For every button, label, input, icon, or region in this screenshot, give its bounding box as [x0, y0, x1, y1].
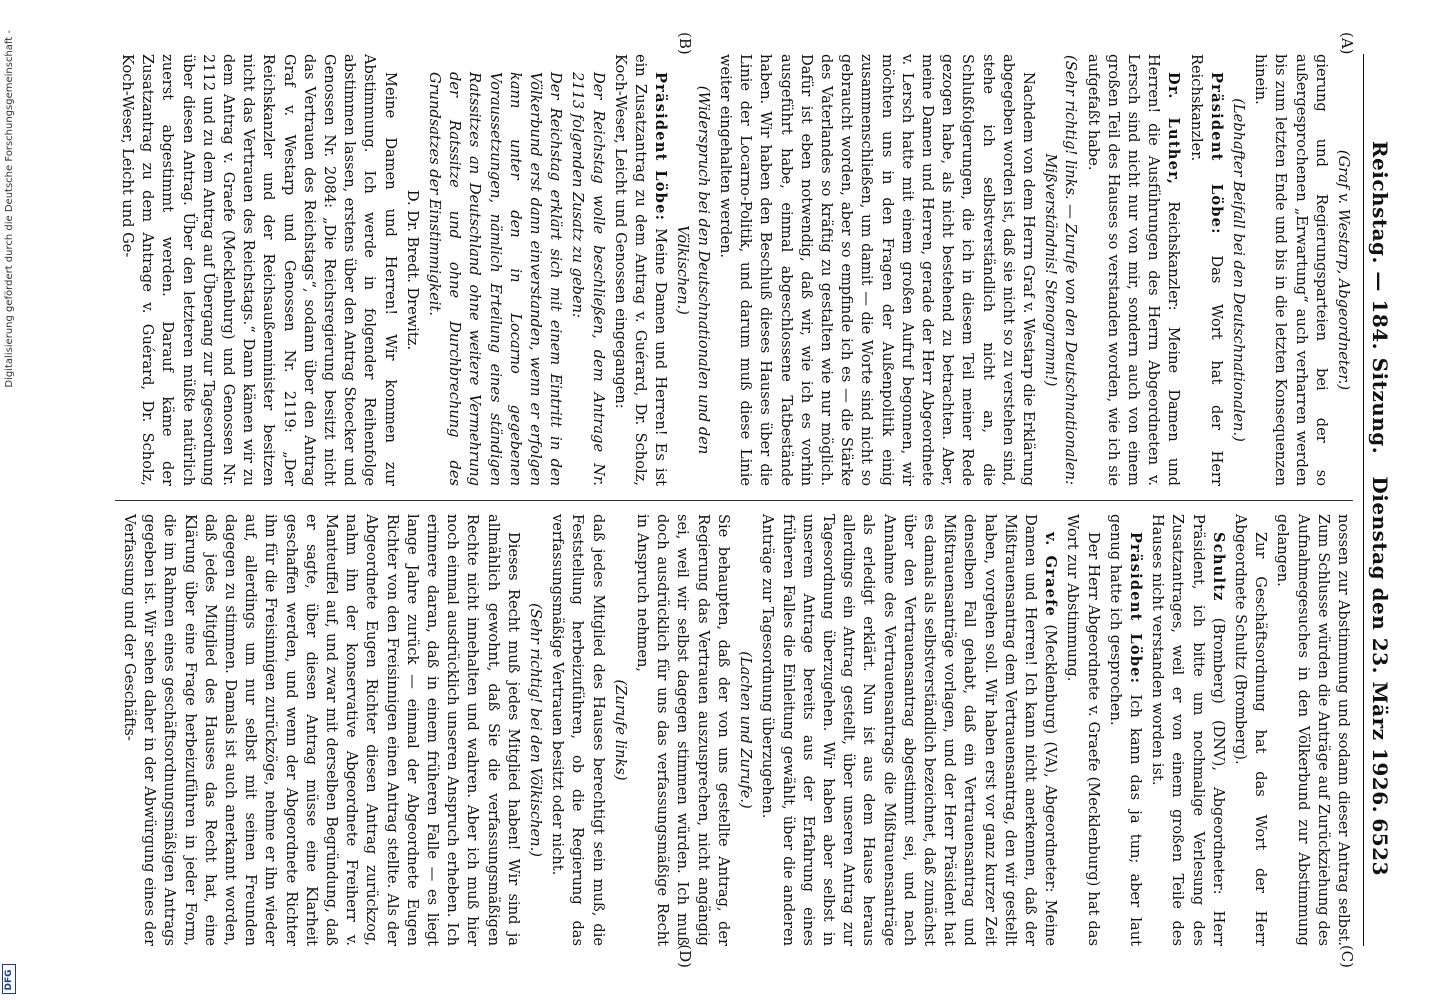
- paragraph-text: Der Herr Abgeordnete v. Graefe (Mecklenburg) hat das Wort zur Abstimmung.: [1064, 514, 1102, 946]
- column-divider: [115, 500, 1353, 501]
- paragraph-text: (Widerspruch bei den Deutschnationalen und den Völkischen.): [674, 85, 712, 455]
- dfg-logo-text: DFG: [4, 969, 14, 991]
- left-column-paragraph: [1185, 54, 1225, 486]
- document-page: [30, 30, 1434, 970]
- paragraph-text: (Lachen und Zurufe.): [737, 651, 755, 809]
- right-column-paragraph: [1105, 514, 1145, 946]
- speaker-name: Präsident Löbe:: [1207, 72, 1225, 235]
- scanned-page-area: [30, 30, 1434, 970]
- dfg-logo: [2, 964, 16, 994]
- speaker-name: Präsident Löbe:: [652, 72, 670, 222]
- right-column-paragraph: [610, 514, 630, 946]
- funding-credit-text: Digitalisierung gefördert durch die Deutsche Forschungsgemeinschaft -: [3, 30, 15, 388]
- funding-credit-strip: [0, 0, 18, 1000]
- paragraph-text: D. Dr. Bredt. Drewitz.: [403, 189, 421, 351]
- paragraph-text: (Graf v. Westarp, Abgeordneter.): [1335, 149, 1352, 391]
- paragraph-text: Meine Damen und Herren! Wir kommen zur Abstimmung. Ich werde in folgender Reihenfolge abstimmen lassen, erstens über den Antrag Stoecker und Genossen Nr. 2084: „Die Reichsregierung besitzt nicht das Vertrauen des Reichstags“, sodann über den Antrag Graf v. Westarp und Genossen Nr. 2119: „Der Reichskanzler und der Reichsaußenminister besitzen nicht das Vertrauen des Reichstags.“ Dann kämen wir zu dem Antrag v. Graefe (Mecklenburg) und Genossen Nr. 2112 und zu dem Antrag auf Übergang zur Tagesordnung über diesen Antrag. Über den letzteren müßte natürlich zuerst abgestimmt werden. Darauf käme der Zusatzantrag zu dem Antrage v. Guérard, Dr. Scholz, Koch-Weser, Leicht und Ge-: [119, 54, 399, 486]
- paragraph-text: (Bromberg) (DNV), Abgeordneter: Herr Präsident, ich bitte um nochmalige Verlesung des Zusatzantrages, weil er von einem großen Teile des Hauses nicht verstanden worden ist.: [1149, 514, 1227, 946]
- margin-marker-d: (D): [676, 944, 694, 968]
- paragraph-text: (Sehr richtig! links. — Zurufe von den Deutschnationalen: Mißverständnis! Stenogramm!): [1042, 55, 1080, 485]
- right-column-paragraph: [632, 514, 733, 946]
- right-column-paragraph: [1147, 514, 1228, 946]
- speaker-name: Präsident Löbe:: [1126, 532, 1144, 685]
- left-column-paragraph: [567, 54, 607, 486]
- paragraph-text: Nachdem von dem Herrn Graf v. Westarp die Erklärung abgegeben worden ist, daß sie nicht so zu verstehen sind, stehe ich selbstverständlich nicht an, die Schlußfolgerungen, die ich in diesem Teil meiner Rede gezogen habe, als nicht bestehend zu betrachten. Aber, meine Damen und Herren, gerade der Herr Abgeordnete v. Lersch hatte mit einem großen Aufruf begonnen, wir möchten uns in den Fragen der Außenpolitik einig zusammenschließen, um damit — die Worte sind nicht so gebraucht worden, aber so empfinde ich es — die Stärke des Vaterlandes so kräftig zu gestalten wie nur möglich. Dafür ist eben notwendig, daß wir, wie ich es vorhin ausgeführt habe, einmal abgeschlossene Tatbestände haben. Wir haben den Beschluß dieses Hauses über die Linie der Locarno-Politik, und darum muß diese Linie weiter eingehalten werden.: [716, 54, 1037, 486]
- session-title: Reichstag. — 184. Sitzung.: [1368, 140, 1392, 455]
- paragraph-text: Ich kann das ja tun; aber laut genug hatte ich gesprochen.: [1106, 514, 1144, 947]
- speaker-name: v. Graefe: [1042, 532, 1060, 618]
- page-number: 6523: [1368, 818, 1392, 877]
- paragraph-text: Das Wort hat der Herr Reichskanzler.: [1187, 54, 1225, 486]
- text-columns: [115, 54, 1353, 946]
- paragraph-text: gierung und Regierungsparteien bei der so außergesprochenen „Erwartung“ auch verharren werden bis zum letzten Ende und bis in die letzten Konsequenzen hinein.: [1252, 54, 1330, 486]
- page-header: [1363, 54, 1398, 946]
- paragraph-text: (Lebhafter Beifall bei den Deutschnationalen.): [1229, 98, 1247, 442]
- session-date: Dienstag den 23. März 1926.: [1368, 476, 1392, 814]
- paragraph-text: Zur Geschäftsordnung hat das Wort der Herr Abgeordnete Schultz (Bromberg).: [1231, 514, 1270, 946]
- right-column-paragraph: [119, 514, 523, 946]
- margin-marker-c: (C): [1338, 944, 1356, 968]
- right-column: [115, 514, 1353, 946]
- left-column-paragraph: [117, 54, 400, 486]
- left-column-paragraph: [1040, 54, 1080, 486]
- paragraph-text: (Mecklenburg) (VA), Abgeordneter: Meine Damen und Herren! Ich kann nicht anerkennen, daß der Mißtrauensantrag dem Vertrauensantrag, den wir gestellt haben, vorgehen soll. Wir haben erst vor ganz kurzer Zeit denselben Fall gehabt, daß ein Vertrauensantrag und Mißtrauensanträge vorlagen, und der Herr Präsident hat es damals als selbstverständlich bezeichnet, daß zunächst über den Vertrauensantrag abgestimmt sei, und nach Annahme des Vertrauensantrags die Mißtrauensanträge als erledigt erklärt. Nun ist aus dem Hause heraus allerdings ein Antrag gestellt, über unseren Antrag zur Tagesordnung überzugehen. Wir haben aber selbst in unserem Antrage bereits aus der Erfahrung eines früheren Falles die Einleitung gewählt, über die anderen Anträge zur Tagesordnung überzugehen.: [759, 514, 1060, 946]
- paragraph-text: daß jedes Mitglied des Hauses berechtigt sein muß, die Feststellung herbeizuführen, ob die Regierung das verfassungsmäßige Vertrauen besitzt oder nicht.: [549, 514, 607, 946]
- right-column-paragraph: [1272, 514, 1353, 946]
- left-column-paragraph: [1228, 54, 1248, 486]
- paragraph-text: nossen zur Abstimmung und sodann dieser Antrag selbst. Zum Schlusse würden die Anträge auf Zurückziehung des Aufnahmegesuches in den Völkerbund zur Abstimmung gelangen.: [1274, 514, 1352, 946]
- left-column-paragraph: [1333, 54, 1353, 486]
- left-column-paragraph: [715, 54, 1038, 486]
- left-column-paragraph: [1082, 54, 1183, 486]
- right-column-paragraph: [1230, 514, 1270, 946]
- speaker-name: Dr. Luther,: [1165, 72, 1183, 186]
- speaker-name: Schultz: [1209, 532, 1227, 602]
- margin-marker-a: (A): [1338, 32, 1356, 55]
- paragraph-text: Der Reichstag wolle beschließen, dem Antrage Nr. 2113 folgenden Zusatz zu geben:: [569, 72, 607, 486]
- paragraph-text: Dieses Recht muß jedes Mitglied haben! Wir sind ja allmählich gewohnt, daß Sie die verfassungsmäßigen Rechte nicht innehalten und wahren. Aber ich muß hier noch einmal ausdrücklich unseren Anspruch erheben. Ich erinnere daran, daß in einem früheren Falle — es liegt lange Jahre zurück — einmal der Abgeordnete Eugen Richter von den Freisinnigen einen Antrag stellte. Als der Abgeordnete Eugen Richter diesen Antrag zurückzog, nahm ihn der konservative Abgeordnete Freiherr v. Manteuffel auf, und zwar mit derselben Begründung, daß er sagte, über diesen Antrag müsse eine Klarheit geschaffen werden, und wenn der Abgeordnete Richter ihn für die Freisinnigen zurückzöge, nehme er ihn wieder auf, allerdings um nur selbst mit seinen Freunden dagegen zu stimmen. Damals ist auch anerkannt worden, daß jedes Mitglied des Hauses das Recht hat, eine Klärung über eine Frage herbeizuführen in jeder Form, die im Rahmen eines geschäftsordnungsmäßigen Antrags gegeben ist. Wir sehen daher in der Abwürgung eines der Verfassung und der Geschäfts-: [121, 514, 522, 946]
- paragraph-text: Meine Damen und Herren! Es ist ein Zusatzantrag zu dem Antrag v. Guérard, Dr. Scholz, Koch-Weser, Leicht und Genossen eingegangen:: [611, 54, 670, 487]
- left-column-paragraph: [424, 54, 565, 486]
- left-column: [115, 54, 1353, 486]
- paragraph-text: Der Reichstag erklärt sich mit einem Eintritt in den Völkerbund erst dann einverstanden, wenn er erfolgen kann unter den in Locarno gegebenen Voraussetzungen, nämlich Erteilung eines ständigen Ratssitzes an Deutschland ohne weitere Vermehrung der Ratssitze und ohne Durchbrechung des Grundsatzes der Einstimmigkeit.: [426, 72, 565, 486]
- paragraph-text: Reichskanzler: Meine Damen und Herren! die Ausführungen des Herrn Abgeordneten v. Lersch sind nicht nur von mir, sondern auch von einem großen Teil des Hauses so verstanden worden, wie ich sie aufgefaßt habe.: [1084, 54, 1183, 486]
- paragraph-text: (Sehr richtig! bei den Völkischen.): [527, 603, 545, 857]
- left-column-paragraph: [402, 54, 422, 486]
- right-column-paragraph: [1062, 514, 1102, 946]
- right-column-paragraph: [547, 514, 608, 946]
- left-column-paragraph: [1250, 54, 1331, 486]
- right-column-paragraph: [757, 514, 1060, 946]
- paragraph-text: Sie behaupten, daß der von uns gestellte Antrag, der Regierung das Vertrauen auszusprechen, nicht angängig sei, weil wir selbst dagegen stimmen würden. Ich muß doch ausdrücklich für uns das verfassungsmäßige Recht in Anspruch nehmen,: [634, 514, 732, 946]
- margin-marker-b: (B): [676, 32, 694, 55]
- left-column-paragraph: [672, 54, 712, 486]
- right-column-paragraph: [525, 514, 545, 946]
- paragraph-text: (Zurufe links): [611, 679, 629, 781]
- left-column-paragraph: [610, 54, 671, 486]
- right-column-paragraph: [735, 514, 755, 946]
